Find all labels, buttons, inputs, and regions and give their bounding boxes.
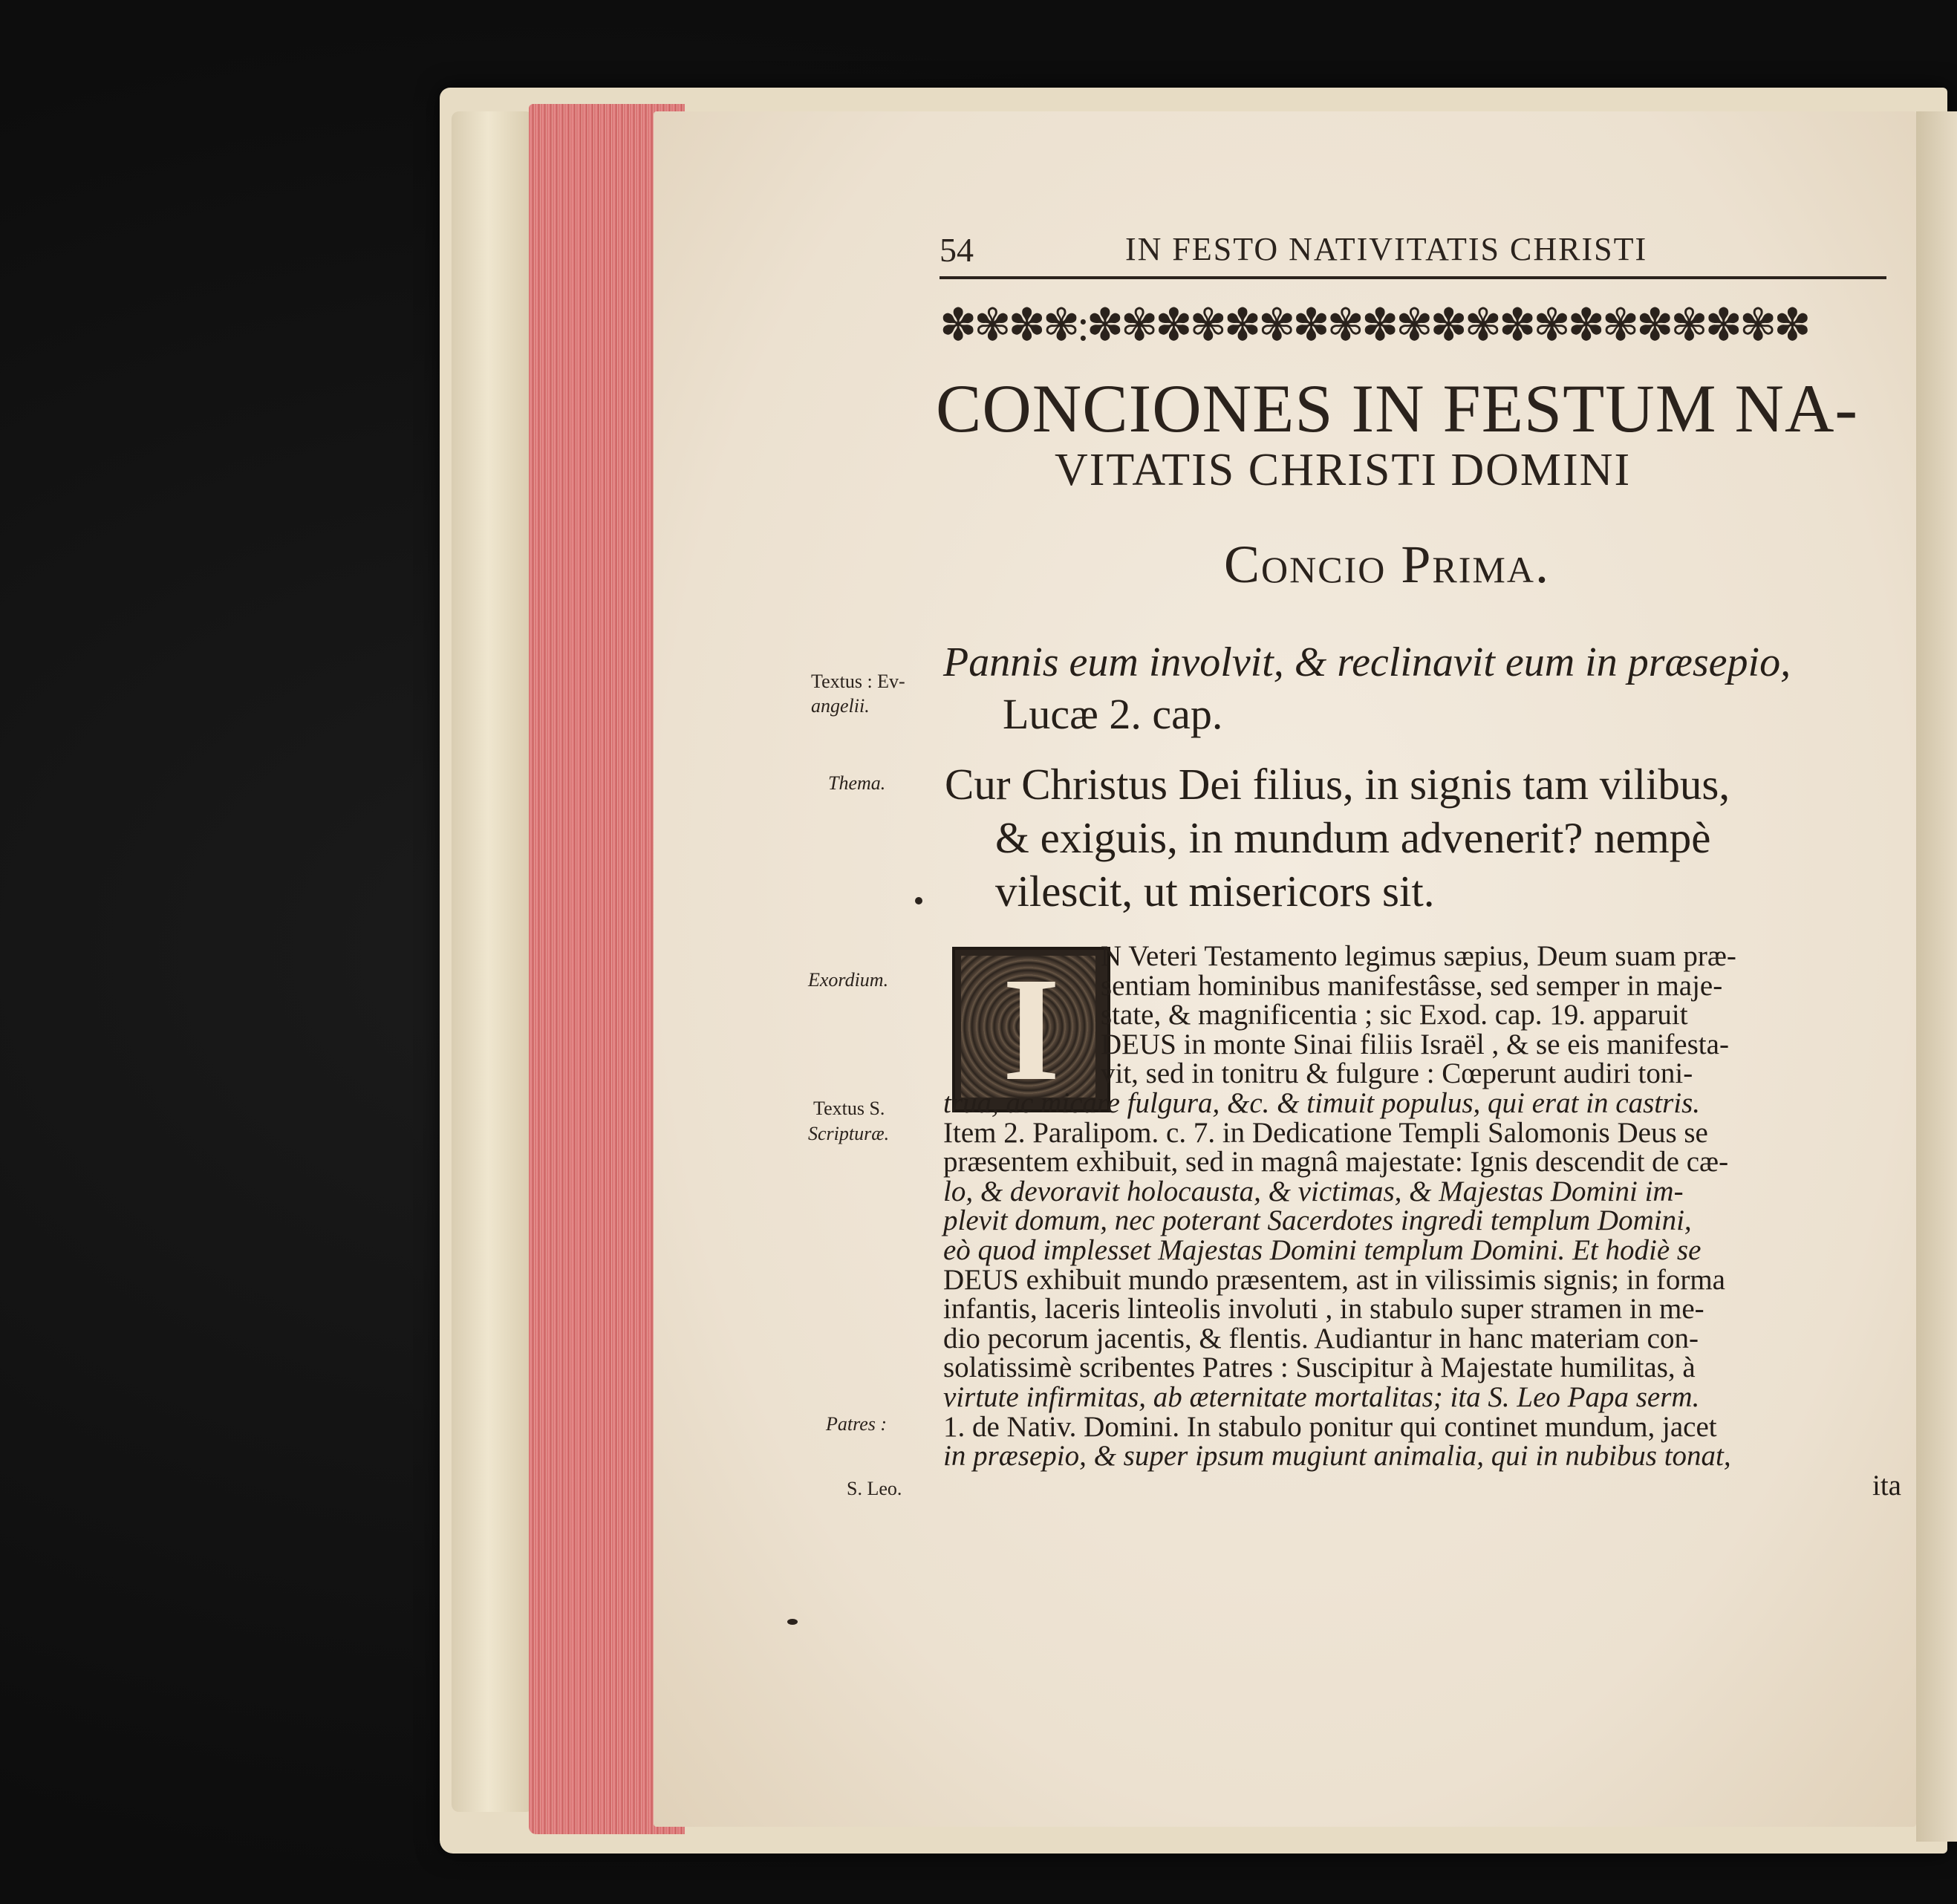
initial-letter: I — [1002, 948, 1061, 1112]
body-line: solatissimè scribentes Patres : Suscipitur à Majestate humilitas, à — [943, 1352, 1696, 1384]
body-line: DEUS exhibuit mundo præsentem, ast in vilissimis signis; in forma — [943, 1263, 1725, 1296]
body-line: N Veteri Testamento legimus sæpius, Deum suam præ- — [1101, 940, 1736, 972]
gospel-text: Pannis eum involvit, & reclinavit eum in præsepio, — [943, 639, 1791, 685]
margin-note-scriptura-2: Scripturæ. — [808, 1123, 890, 1144]
floral-ornament-band: ✽✾✽✾:✽✾✽✾✽✾✽✾✽✾✽✾✽✾✽✾✽✾✽✾✽ — [940, 301, 1808, 350]
running-title: IN FESTO NATIVITATIS CHRISTI — [1125, 231, 1648, 267]
body-line: vit, sed in tonitru & fulgure : Cœperunt audiri toni- — [1101, 1057, 1693, 1090]
binding-fold — [452, 111, 533, 1812]
sermon-subtitle: Concio Prima. — [1224, 535, 1550, 594]
margin-note-scriptura-1: Textus S. — [813, 1098, 885, 1119]
body-line: virtute infirmitas, ab æternitate mortalitas; ita S. Leo Papa serm. — [943, 1380, 1700, 1413]
margin-note-textus-2: angelii. — [811, 695, 870, 717]
running-header — [940, 230, 1886, 275]
margin-note-textus-1: Textus : Ev- — [811, 671, 905, 692]
ink-spot — [787, 1619, 798, 1625]
body-line: Item 2. Paralipom. c. 7. in Dedicatione Templi Salomonis Deus se — [943, 1116, 1708, 1149]
thema-line: Cur Christus Dei filius, in signis tam vilibus, — [945, 760, 1730, 809]
body-text — [943, 942, 1901, 1500]
body-line: state, & magnificentia ; sic Exod. cap. 19. apparuit — [1101, 999, 1688, 1031]
main-title-line-2: VITATIS CHRISTI DOMINI — [1055, 445, 1632, 495]
body-line: præsentem exhibuit, sed in magnâ majestate: Ignis descendit de cæ- — [943, 1146, 1729, 1178]
body-line: plevit domum, nec poterant Sacerdotes ingredi templum Domini, — [943, 1204, 1692, 1237]
margin-note-thema: Thema. — [828, 772, 886, 794]
body-line: 1. de Nativ. Domini. In stabulo ponitur qui continet mundum, jacet — [943, 1410, 1717, 1443]
main-title-line-1: CONCIONES IN FESTUM NA- — [936, 371, 1859, 446]
thema-line: vilescit, ut misericors sit. — [995, 867, 1435, 916]
margin-note-patres: Patres : — [826, 1413, 888, 1435]
binding-right-edge — [1916, 111, 1957, 1842]
header-rule — [940, 276, 1886, 279]
catchword: ita — [1872, 1469, 1901, 1502]
body-line: trua, ac micare fulgura, &c. & timuit populus, qui erat in castris. — [943, 1086, 1701, 1119]
ink-dot — [915, 897, 922, 904]
body-line: lo, & devoravit holocausta, & victimas, & Majestas Domini im- — [943, 1175, 1684, 1207]
body-line: sentiam hominibus manifestâsse, sed semper in maje- — [1101, 969, 1723, 1002]
body-line: DEUS in monte Sinai filiis Israël , & se eis manifesta- — [1101, 1028, 1729, 1060]
thema-line: & exiguis, in mundum advenerit? nempè — [995, 813, 1711, 862]
body-line: in præsepio, & super ipsum mugiunt animalia, qui in nubibus tonat, — [943, 1440, 1731, 1473]
body-line: eò quod implesset Majestas Domini templum Domini. Et hodiè se — [943, 1233, 1702, 1266]
page-number: 54 — [940, 231, 974, 269]
margin-note-leo: S. Leo. — [847, 1478, 902, 1499]
thema-block — [945, 757, 1910, 918]
body-line: dio pecorum jacentis, & flentis. Audiantur in hanc materiam con- — [943, 1322, 1699, 1354]
body-line: infantis, laceris linteolis involuti , in stabulo super stramen in me- — [943, 1293, 1704, 1326]
margin-note-exordium: Exordium. — [808, 969, 889, 991]
gospel-reference: Lucæ 2. cap. — [1003, 690, 1223, 738]
